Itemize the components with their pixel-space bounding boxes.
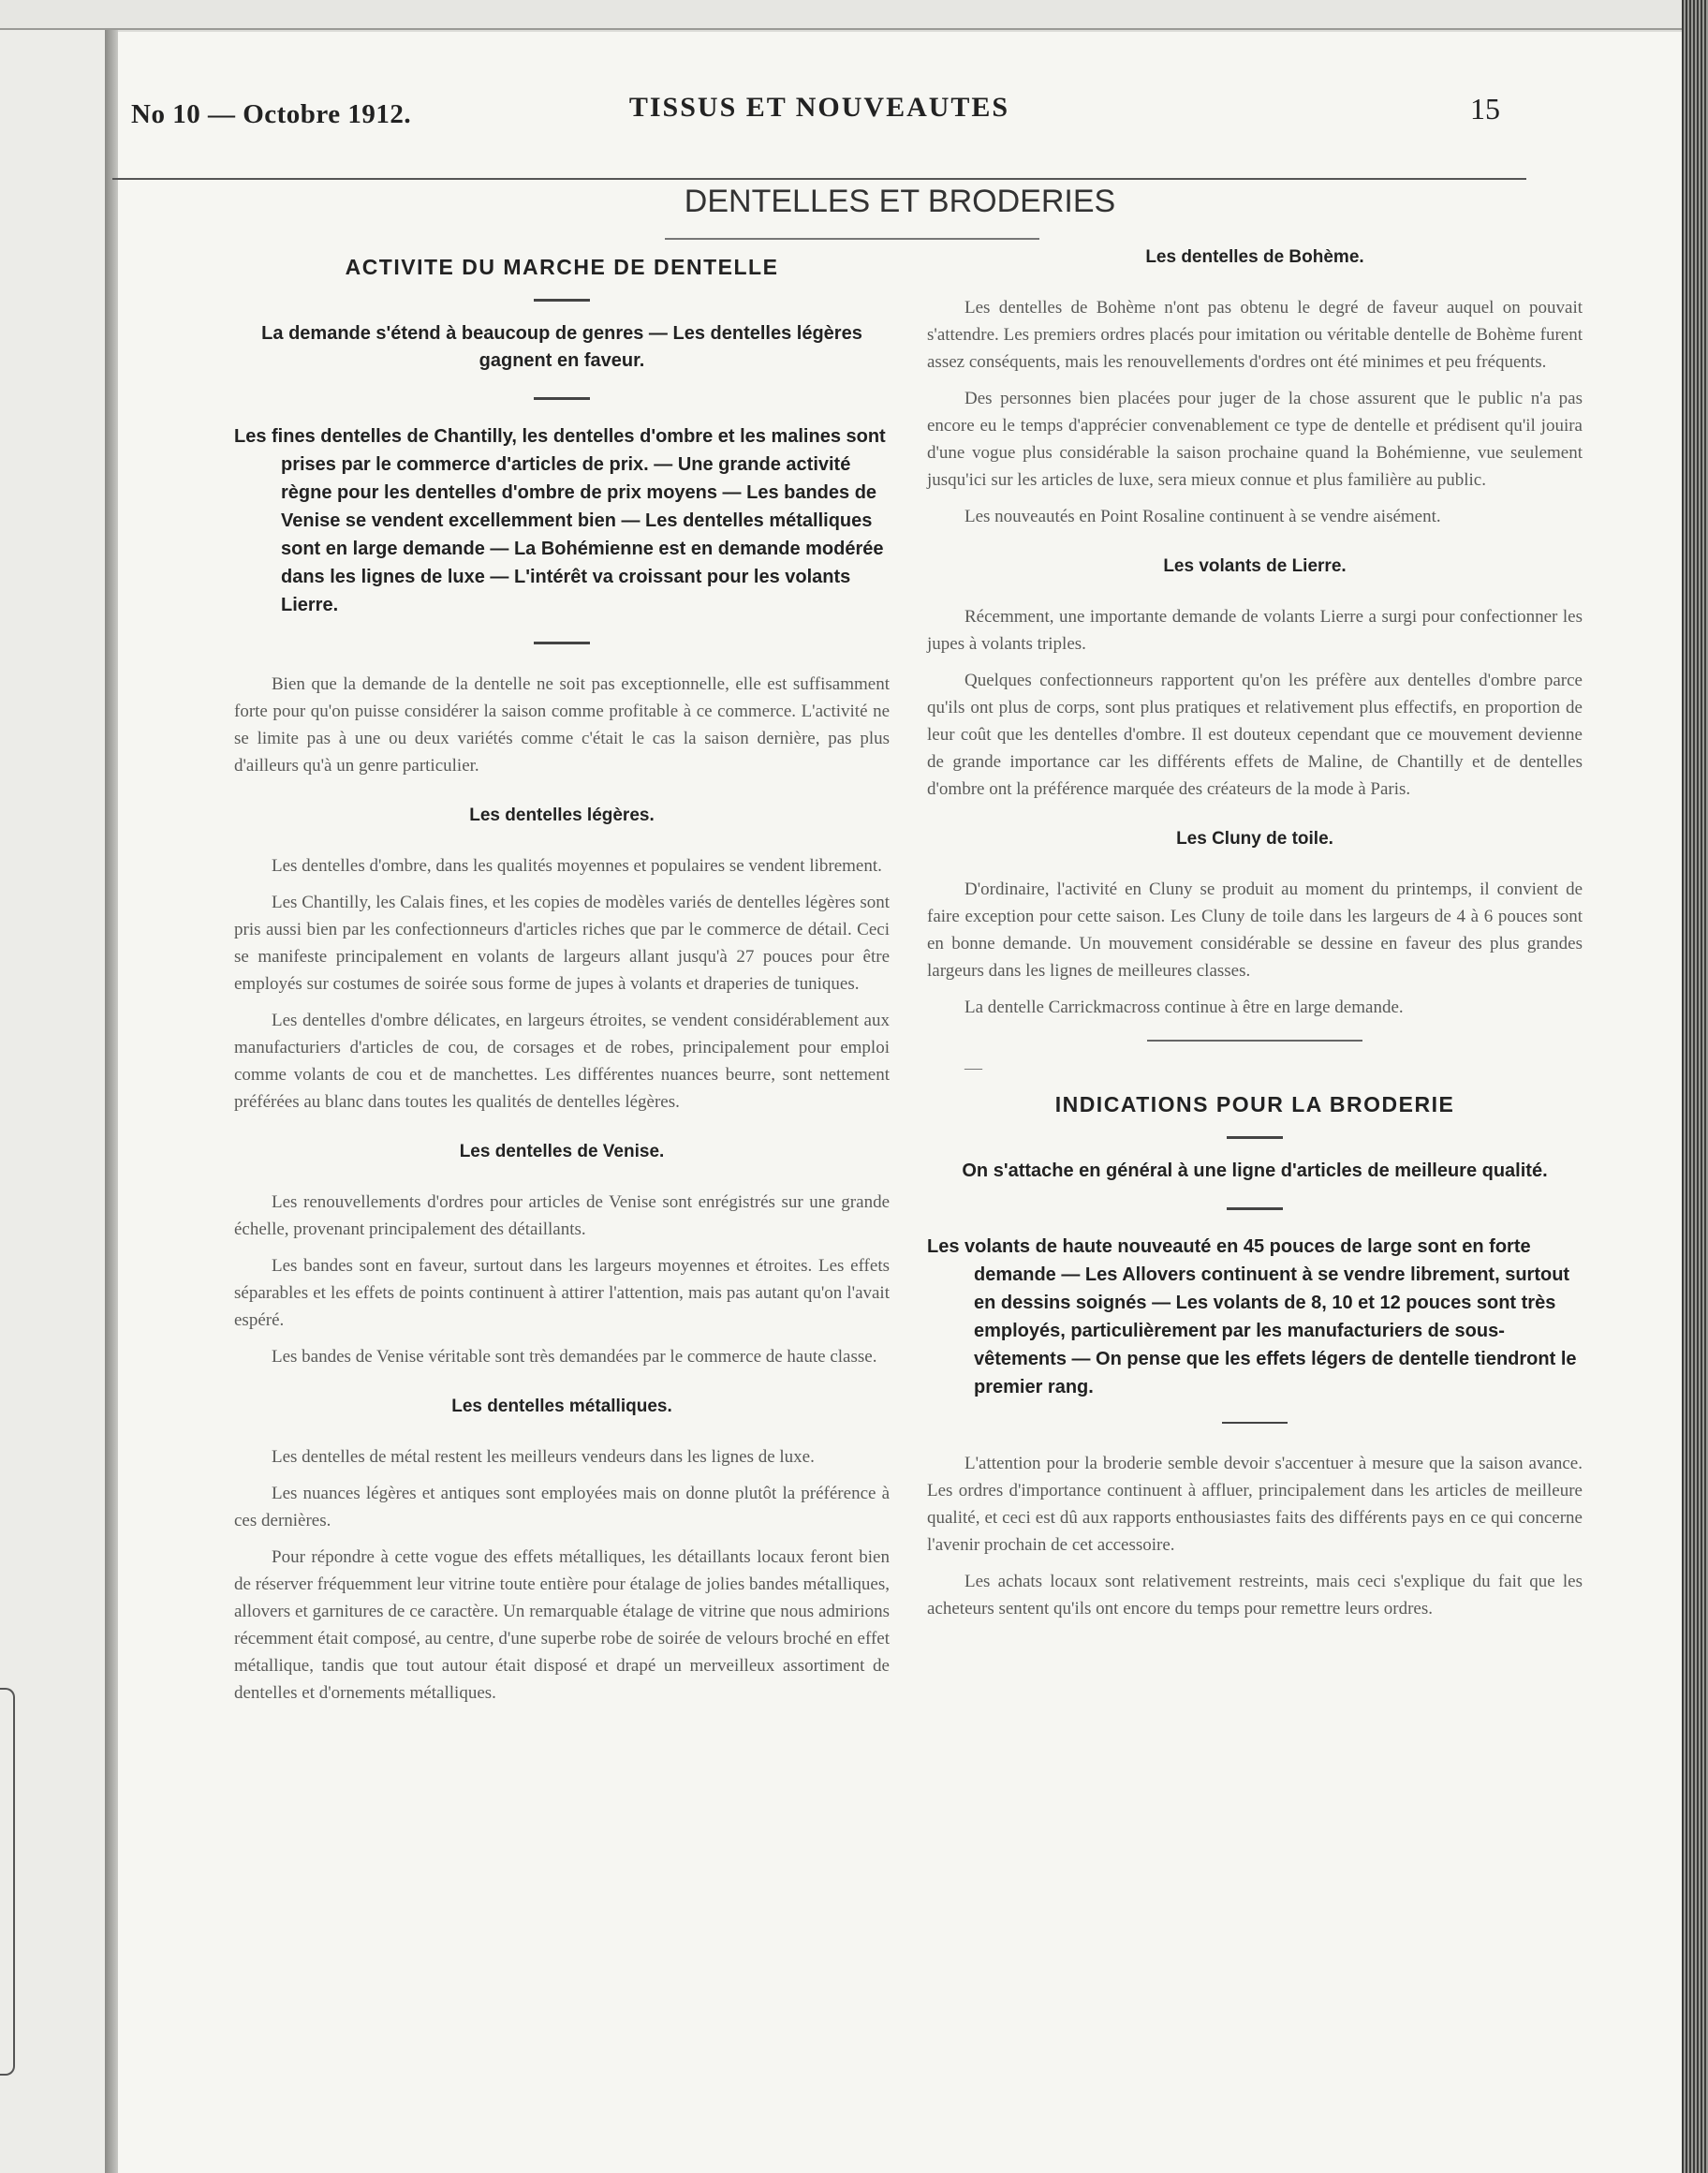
subsection-title: Les dentelles légères. [469,806,655,825]
paragraph: Les bandes sont en faveur, surtout dans les largeurs moyennes et étroites. Les effets séparables et les effets de points continuent à attirer l'attention, mais pas autant qu'on l'avait espéré. [234,1256,890,1330]
paragraph: Les renouvellements d'ordres pour articles de Venise sont enrégistrés sur une grande échelle, provenant principalement des détaillants. [234,1192,890,1239]
page-clip-mark [0,1688,15,2076]
subhead-rule [534,397,590,400]
subsection-title: Les dentelles métalliques. [451,1397,672,1416]
subsection-title: Les dentelles de Bohème. [1145,247,1364,267]
section-title: DENTELLES ET BRODERIES [684,184,1116,219]
paragraph: Les dentelles de métal restent les meilleurs vendeurs dans les lignes de luxe. [272,1447,815,1467]
article-summary: Les fines dentelles de Chantilly, les dentelles d'ombre et les malines sont prises par le commerce d'articles de prix. — Une grande activité règne pour les dentelles d'ombre de prix moyens — Les bandes de Venise se vendent excellemment bien — Les dentelles métalliques sont en large demande — La Bohémienne est en demande modérée dans les lignes de luxe — L'intérêt va croissant pour les volants Lierre. [234,426,886,615]
running-header [112,92,1526,148]
issue-date: No 10 — Octobre 1912. [131,99,412,129]
title-rule [534,299,590,302]
summary-rule [534,642,590,644]
scan-top-edge [0,0,1708,30]
paragraph: Les dentelles de Bohème n'ont pas obtenu le degré de faveur auquel on pouvait s'attendre. Les premiers ordres placés pour imitation ou véritable dentelle de Bohème furent assez conséquents, mais les renouvellements d'ordres ont été minimes et peu fréquents. [927,298,1583,372]
paragraph: Les bandes de Venise véritable sont très demandées par le commerce de haute classe. [272,1347,877,1367]
subsection-title: Les Cluny de toile. [1176,829,1333,849]
paragraph: Les nuances légères et antiques sont employées mais on donne plutôt la préférence à ces dernières. [234,1484,890,1530]
paragraph: Pour répondre à cette vogue des effets métalliques, les détaillants locaux feront bien de réserver fréquemment leur vitrine toute entière pour étalage de jolies bandes métalliques, allovers et garnitures de ce caractère. Un remarquable étalage de vitrine que nous admirions récemment était composé, au centre, d'une superbe robe de soirée de velours broché en effet métallique, tandis que tout autour était disposé et drapé un merveilleux assortiment de dentelles et d'ornements métalliques. [234,1547,890,1703]
article-subhead: On s'attache en général à une ligne d'articles de meilleure qualité. [962,1160,1548,1181]
article-summary: Les volants de haute nouveauté en 45 pouces de large sont en forte demande — Les Allovers continuent à se vendre librement, surtout en dessins soignés — Les volants de 8, 10 et 12 pouces sont très employés, particulièrement par les manufacturiers de sous-vêtements — On pense que les effets légers de dentelle tiendront le premier rang. [927,1236,1577,1397]
page-stack-edge [1682,0,1708,2173]
title-rule [1227,1136,1283,1139]
binding-gutter [105,30,118,2173]
subhead-rule [1227,1207,1283,1210]
paragraph: Les dentelles d'ombre, dans les qualités moyennes et populaires se vendent librement. [272,856,882,876]
paragraph: D'ordinaire, l'activité en Cluny se produit au moment du printemps, il convient de faire exception pour cette saison. Les Cluny de toile dans les largeurs de 4 à 6 pouces sont en bonne demande. Un mouvement considérable se dessine en faveur des plus grandes largeurs dans les lignes de meilleures classes. [927,880,1583,981]
summary-rule [1222,1422,1288,1424]
left-column [234,225,890,1716]
paragraph: Des personnes bien placées pour juger de la chose assurent que le public n'a pas encore eu le temps d'apprécier convenablement ce type de dentelle et prédisent qu'il jouira d'une vogue plus considérable la saison prochaine quand la Bohémienne, vue seulement jusqu'ici sur les articles de luxe, sera mieux connue et plus familière au public. [927,389,1583,490]
subsection-title: Les dentelles de Venise. [459,1142,665,1161]
article-title: ACTIVITE DU MARCHE DE DENTELLE [345,255,779,279]
paragraph: Les Chantilly, les Calais fines, et les copies de modèles variés de dentelles légères sont pris aussi bien par les confectionneurs d'articles riches que par le commerce de détail. Ceci se manifeste principalement en volants de largeurs allant jusqu'à 27 pouces pour être employés sur costumes de soirée sous forme de jupes à volants et draperies de tuniques. [234,893,890,994]
header-rule [112,178,1526,180]
facing-page-edge [0,30,108,2173]
article-separator [1147,1040,1362,1042]
paragraph: Quelques confectionneurs rapportent qu'on les préfère aux dentelles d'ombre parce qu'ils ont plus de corps, sont plus pratiques et relativement plus effectifs, en proportion de leur coût que les dentelles d'ombre. Il est douteux cependant que ce mouvement devienne de grande importance car les différents effets de Maline, de Chantilly et de dentelles d'ombre ont la préférence marquée des créateurs de la mode à Paris. [927,671,1583,799]
paragraph: La dentelle Carrickmacross continue à être en large demande. [964,998,1404,1017]
intro-paragraph: Bien que la demande de la dentelle ne soit pas exceptionnelle, elle est suffisamment forte pour qu'on puisse considérer la saison comme profitable à ce commerce. L'activité ne se limite pas à une ou deux variétés comme c'était le cas la saison dernière, pas plus d'ailleurs qu'à un genre particulier. [234,674,890,776]
paragraph: Les dentelles d'ombre délicates, en largeurs étroites, se vendent considérablement aux manufacturiers d'articles de cou, de corsages et de robes, principalement pour emploi comme volants de cou et de manchettes. Les différentes nuances beurre, sont nettement préférées au blanc dans toutes les qualités de dentelles légères. [234,1011,890,1112]
right-column [927,225,1583,1632]
page-number: 15 [1470,92,1500,126]
dash-mark: — [964,1058,982,1078]
paragraph: Les nouveautés en Point Rosaline continuent à se vendre aisément. [964,507,1441,526]
article-title: INDICATIONS POUR LA BRODERIE [1054,1092,1455,1116]
paragraph: Récemment, une importante demande de volants Lierre a surgi pour confectionner les jupes à volants triples. [927,607,1583,654]
subsection-title: Les volants de Lierre. [1163,556,1347,576]
paragraph: Les achats locaux sont relativement restreints, mais ceci s'explique du fait que les acheteurs sentent qu'ils ont encore du temps pour remettre leurs ordres. [927,1572,1583,1619]
journal-title: TISSUS ET NOUVEAUTES [628,92,1010,123]
article-subhead: La demande s'étend à beaucoup de genres — Les dentelles légères gagnent en faveur. [261,323,862,371]
paragraph: L'attention pour la broderie semble devoir s'accentuer à mesure que la saison avance. Les ordres d'importance continuent à affluer, principalement dans les articles de meilleure qualité, et ceci est dû aux rapports enthousiastes faits des différents pays en ce qui concerne l'avenir prochain de cet accessoire. [927,1454,1583,1555]
